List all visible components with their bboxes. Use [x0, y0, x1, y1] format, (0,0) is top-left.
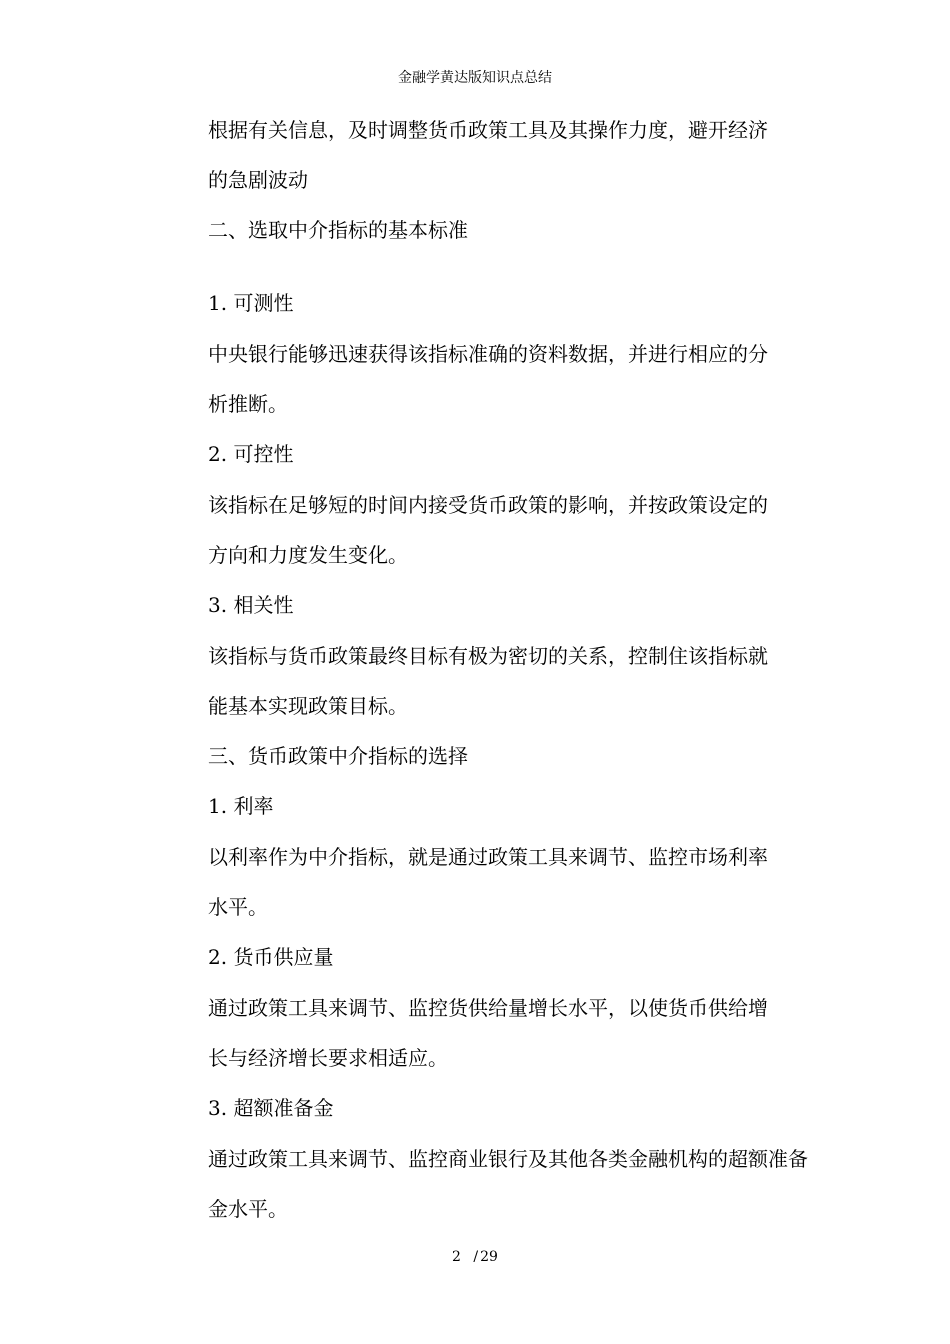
- text-line: 长与经济增长要求相适应。: [208, 1046, 448, 1070]
- text-line: 该指标在足够短的时间内接受货币政策的影响，并按政策设定的: [208, 493, 768, 517]
- subheading: 2. 货币供应量: [208, 945, 334, 969]
- text-line: 该指标与货币政策最终目标有极为密切的关系，控制住该指标就: [208, 644, 768, 668]
- text-line: 方向和力度发生变化。: [208, 543, 408, 567]
- subheading: 2. 可控性: [208, 442, 294, 466]
- text-line: 水平。: [208, 895, 268, 919]
- text-line: 的急剧波动: [208, 168, 308, 192]
- subheading: 1. 利率: [208, 794, 274, 818]
- text-line: 析推断。: [208, 392, 288, 416]
- page-total: 29: [480, 1249, 498, 1265]
- text-line: 通过政策工具来调节、监控货供给量增长水平，以使货币供给增: [208, 996, 768, 1020]
- text-line: 通过政策工具来调节、监控商业银行及其他各类金融机构的超额准备: [208, 1147, 808, 1171]
- subheading: 1. 可测性: [208, 291, 294, 315]
- subheading: 3. 相关性: [208, 593, 294, 617]
- text-line: 根据有关信息，及时调整货币政策工具及其操作力度，避开经济: [208, 118, 768, 142]
- text-line: 以利率作为中介指标，就是通过政策工具来调节、监控市场利率: [208, 845, 768, 869]
- page-footer: [0, 1247, 950, 1267]
- section-heading: 三、货币政策中介指标的选择: [208, 744, 468, 768]
- header-title: 金融学黄达版知识点总结: [398, 70, 552, 86]
- page-number: 2: [452, 1249, 461, 1265]
- text-line: 能基本实现政策目标。: [208, 694, 408, 718]
- text-line: 金水平。: [208, 1197, 288, 1221]
- section-heading: 二、选取中介指标的基本标准: [208, 218, 468, 242]
- subheading: 3. 超额准备金: [208, 1096, 334, 1120]
- page-separator: /: [473, 1249, 479, 1265]
- text-line: 中央银行能够迅速获得该指标准确的资料数据，并进行相应的分: [208, 342, 768, 366]
